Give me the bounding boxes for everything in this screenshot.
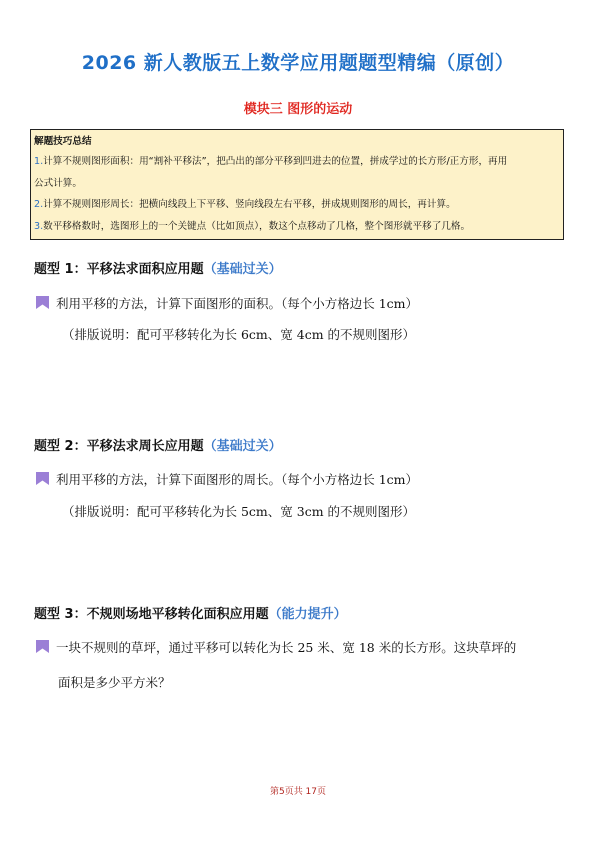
question-heading-3: 题型 3：不规则场地平移转化面积应用题（能力提升） [34,607,347,622]
question-text-2: 利用平移的方法，计算下面图形的周长。（每个小方格边长 1cm） [36,464,566,496]
question-heading-1: 题型 1：平移法求面积应用题（基础过关） [34,262,282,277]
flag-icon [36,472,49,485]
document-title: 2026 新人教版五上数学应用题题型精编（原创） [81,52,515,74]
tips-line: 3.数平移格数时，选图形上的一个关键点（比如顶点），数这个点移动了几格，整个图形就平移了几格。 [34,220,471,232]
tips-box [30,129,564,240]
layout-note-2: （排版说明：配可平移转化为长 5cm、宽 3cm 的不规则图形） [62,504,416,519]
level-tag: （基础过关） [203,262,282,277]
layout-note-1: （排版说明：配可平移转化为长 6cm、宽 4cm 的不规则图形） [62,327,416,342]
question-text-3-cont: 面积是多少平方米？ [58,675,171,690]
module-title: 模块三 图形的运动 [243,102,353,117]
page-number: 第5页共 17页 [269,787,327,797]
tips-line: 公式计算。 [34,177,82,189]
tips-line: 2.计算不规则图形周长：把横向线段上下平移、竖向线段左右平移，拼成规则图形的周长，再计算。 [34,199,456,210]
question-heading-2: 题型 2：平移法求周长应用题（基础过关） [34,439,282,454]
tips-title: 解题技巧总结 [34,136,92,147]
flag-icon [36,296,49,309]
question-text-3: 一块不规则的草坪，通过平移可以转化为长 25 米、宽 18 米的长方形。这块草坪的 [36,632,566,664]
level-tag: （能力提升） [268,607,347,622]
level-tag: （基础过关） [203,439,282,454]
flag-icon [36,640,49,653]
tips-line: 1.计算不规则图形面积：用“割补平移法”，把凸出的部分平移到凹进去的位置，拼成学过的长方形/正方形，再用 [34,156,508,167]
question-text-1: 利用平移的方法，计算下面图形的面积。（每个小方格边长 1cm） [36,288,566,320]
